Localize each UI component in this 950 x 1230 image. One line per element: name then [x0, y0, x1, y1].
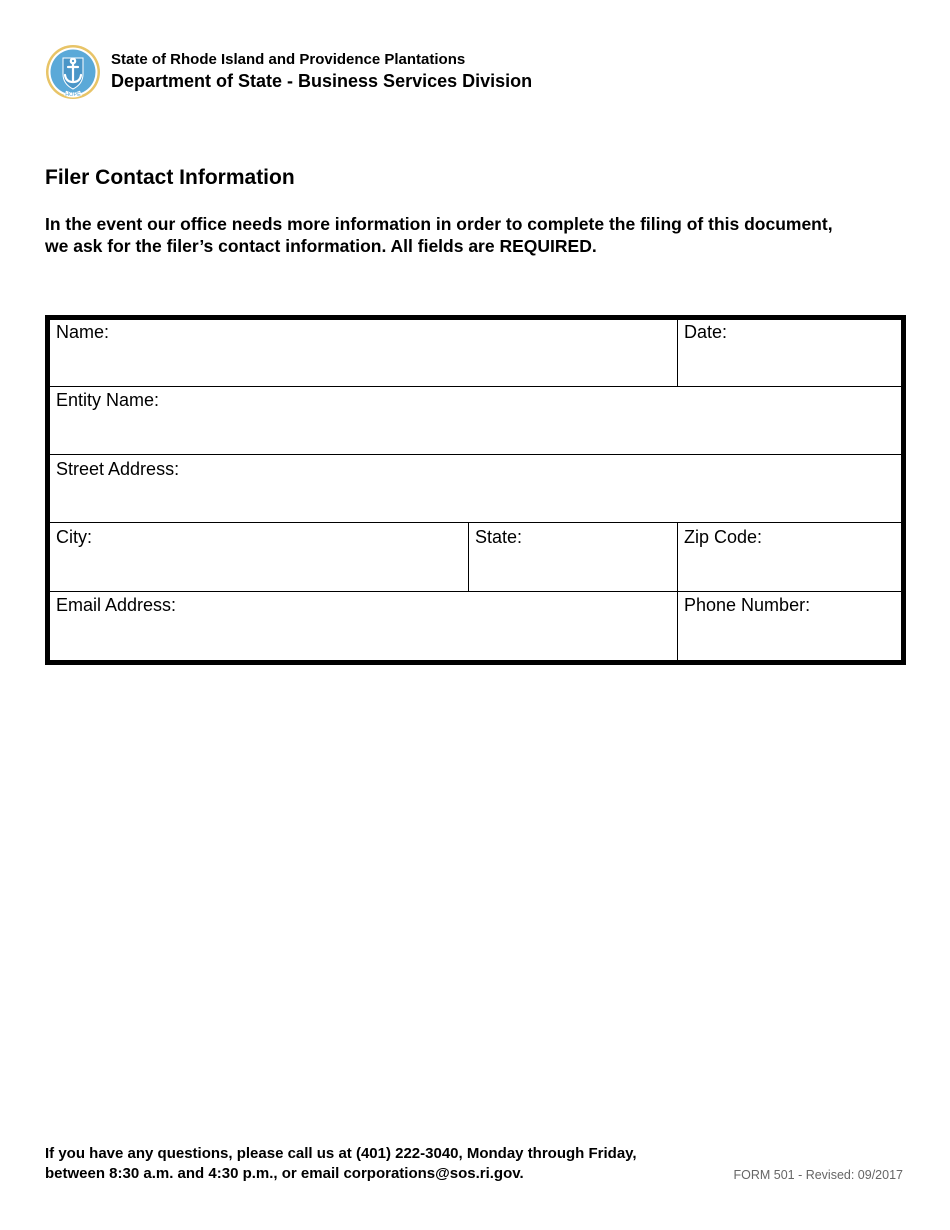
header-department-name: Department of State - Business Services Division: [111, 71, 533, 91]
row-divider: [50, 522, 901, 523]
footer-contact-line1: If you have any questions, please call us at (401) 222-3040, Monday through Friday,: [45, 1145, 637, 1162]
zip-code-field[interactable]: Zip Code:: [684, 527, 763, 547]
contact-form-table: [45, 315, 906, 665]
row-divider: [50, 386, 901, 387]
column-divider: [677, 523, 678, 660]
date-field[interactable]: Date:: [684, 322, 728, 342]
entity-name-field[interactable]: Entity Name:: [56, 390, 160, 410]
city-field[interactable]: City:: [56, 527, 92, 547]
phone-number-field[interactable]: Phone Number:: [684, 595, 811, 615]
header-state-name: State of Rhode Island and Providence Plantations: [111, 51, 466, 68]
state-field[interactable]: State:: [475, 527, 523, 547]
name-field[interactable]: Name:: [56, 322, 110, 342]
page-title: Filer Contact Information: [45, 166, 295, 189]
form-revision-id: FORM 501 - Revised: 09/2017: [733, 1168, 903, 1182]
seal-motto: HOPE: [65, 92, 81, 98]
street-address-field[interactable]: Street Address:: [56, 459, 180, 479]
column-divider: [468, 523, 469, 591]
instructions-text: In the event our office needs more information in order to complete the filing of this document, we ask for the filer’s contact information. All fields are REQUIRED.: [45, 214, 833, 256]
row-divider: [50, 591, 901, 592]
row-divider: [50, 454, 901, 455]
email-address-field[interactable]: Email Address:: [56, 595, 177, 615]
footer-contact-info: [45, 1144, 637, 1183]
column-divider: [677, 320, 678, 387]
footer-contact-line2: between 8:30 a.m. and 4:30 p.m., or email corporations@sos.ri.gov.: [45, 1164, 524, 1182]
state-seal-icon: [45, 44, 101, 100]
